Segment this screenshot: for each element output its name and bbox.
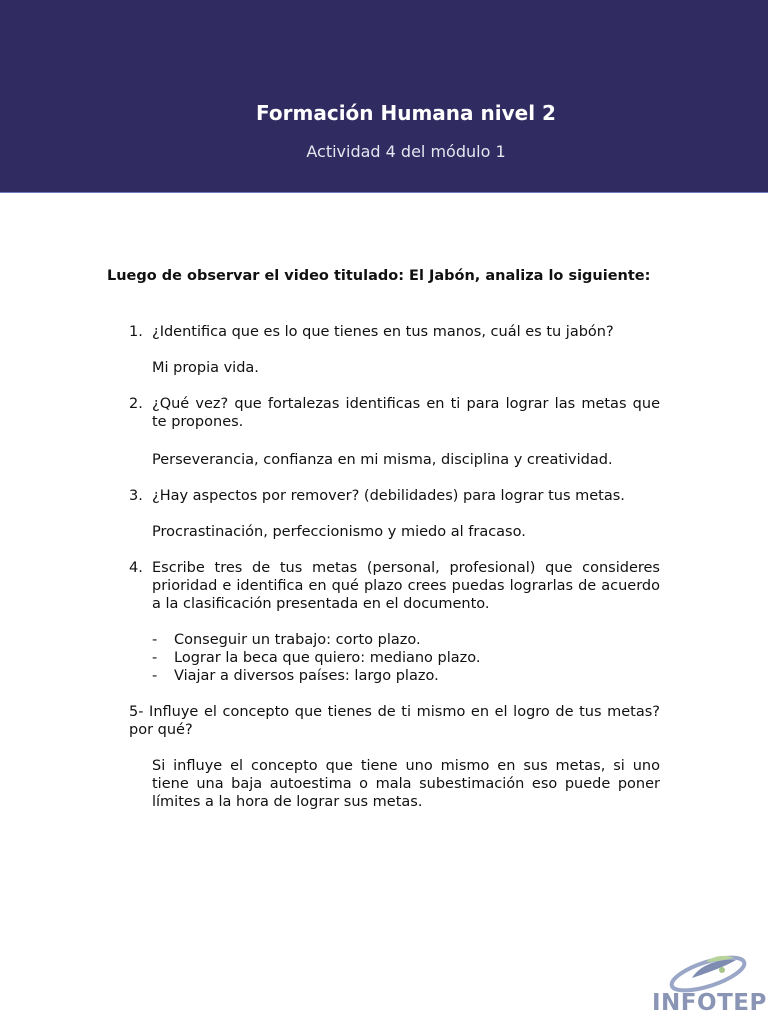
goal-text: Viajar a diversos países: largo plazo.	[174, 668, 439, 684]
answer-5-text: Si influye el concepto que tiene uno mismo en sus metas, si uno tiene una baja autoestima o mala subestimación eso puede poner límites a la hora de lograr sus metas.	[152, 758, 660, 810]
answer-text: Procrastinación, perfeccionismo y miedo al fracaso.	[152, 524, 526, 540]
page-title: Formación Humana nivel 2	[256, 101, 556, 125]
question-text: Escribe tres de tus metas (personal, profesional) que consideres prioridad e identifica en qué plazo crees puedas lograrlas de acuerdo a la clasificación presentada en el documento.	[152, 560, 660, 612]
question-item-1	[129, 323, 660, 377]
question-number: 2.	[129, 396, 143, 412]
question-text: ¿Identifica que es lo que tienes en tus manos, cuál es tu jabón?	[152, 324, 614, 340]
goal-item	[152, 667, 660, 685]
logo-text: INFOTEP	[652, 990, 767, 1016]
question-list	[107, 323, 660, 811]
answer-text: Perseverancia, confianza en mi misma, disciplina y creatividad.	[152, 452, 613, 468]
goals-list	[152, 631, 660, 685]
header-banner	[0, 0, 768, 193]
goal-item	[152, 631, 660, 649]
question-number: 4.	[129, 560, 143, 576]
answer-text: Mi propia vida.	[152, 360, 259, 376]
intro-text: Luego de observar el video titulado: El Jabón, analiza lo siguiente:	[107, 268, 651, 284]
dash-marker: -	[152, 668, 158, 684]
page-subtitle: Actividad 4 del módulo 1	[306, 142, 506, 161]
question-5-text: 5- Influye el concepto que tienes de ti mismo en el logro de tus metas? por qué?	[129, 704, 660, 738]
question-number: 3.	[129, 488, 143, 504]
goal-text: Conseguir un trabajo: corto plazo.	[174, 632, 421, 648]
question-item-3	[129, 487, 660, 541]
question-item-2	[129, 395, 660, 469]
question-number: 1.	[129, 324, 143, 340]
goal-text: Lograr la beca que quiero: mediano plazo.	[174, 650, 481, 666]
goal-item	[152, 649, 660, 667]
dash-marker: -	[152, 650, 158, 666]
question-item-4	[129, 559, 660, 685]
infotep-logo	[652, 948, 767, 1024]
dash-marker: -	[152, 632, 158, 648]
document-body	[107, 267, 660, 811]
question-text: ¿Qué vez? que fortalezas identificas en ti para lograr las metas que te propones.	[152, 396, 660, 430]
question-text: ¿Hay aspectos por remover? (debilidades) para lograr tus metas.	[152, 488, 625, 504]
